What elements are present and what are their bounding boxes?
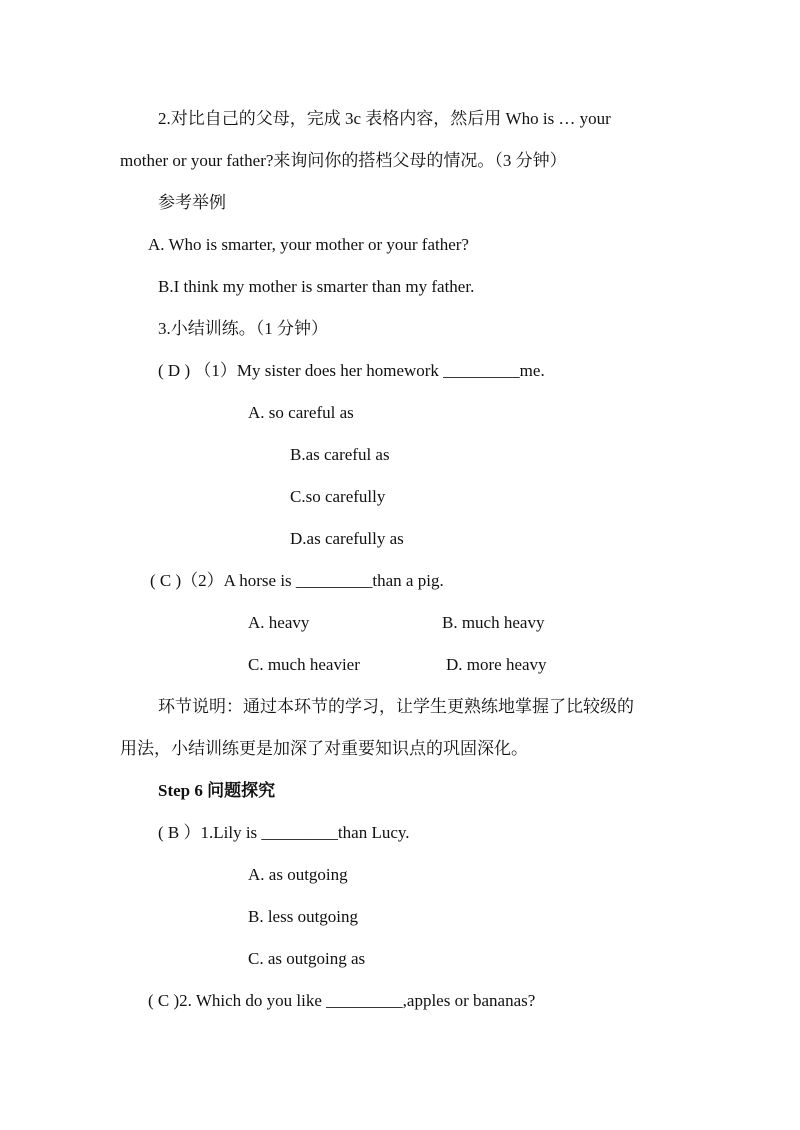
step6-question-1-option-b: B. less outgoing [248,907,359,926]
example-line-a: A. Who is smarter, your mother or your father? [148,235,469,254]
example-line-b: B.I think my mother is smarter than my father. [158,277,475,296]
step6-question-2: ( C )2. Which do you like _________,apples or bananas? [148,991,536,1010]
section-note-line-2: 用法，小结训练更是加深了对重要知识点的巩固深化。 [120,739,528,758]
question-1-option-b: B.as careful as [290,445,390,464]
task2-line-2: mother or your father?来询问你的搭档父母的情况。（3 分钟） [120,151,567,170]
question-2-option-d: D. more heavy [446,655,547,674]
task2-line-1: 2.对比自己的父母，完成 3c 表格内容，然后用 Who is … your [158,109,611,128]
question-1-option-c: C.so carefully [290,487,386,506]
task3-heading: 3.小结训练。（1 分钟） [158,319,328,338]
question-2-option-a: A. heavy [248,613,310,632]
question-2-option-b: B. much heavy [442,613,545,632]
step6-question-1-option-c: C. as outgoing as [248,949,366,968]
section-note-line-1: 环节说明：通过本环节的学习，让学生更熟练地掌握了比较级的 [158,697,634,716]
step6-question-1: ( B ）1.Lily is _________than Lucy. [158,823,410,842]
question-1: ( D ) （1）My sister does her homework _________me. [158,361,545,380]
question-2: ( C )（2）A horse is _________than a pig. [150,571,444,590]
example-heading: 参考举例 [158,193,226,212]
question-1-option-a: A. so careful as [248,403,354,422]
step6-question-1-option-a: A. as outgoing [248,865,348,884]
question-2-option-c: C. much heavier [248,655,360,674]
step-6-heading: Step 6 问题探究 [158,781,276,800]
question-1-option-d: D.as carefully as [290,529,404,548]
